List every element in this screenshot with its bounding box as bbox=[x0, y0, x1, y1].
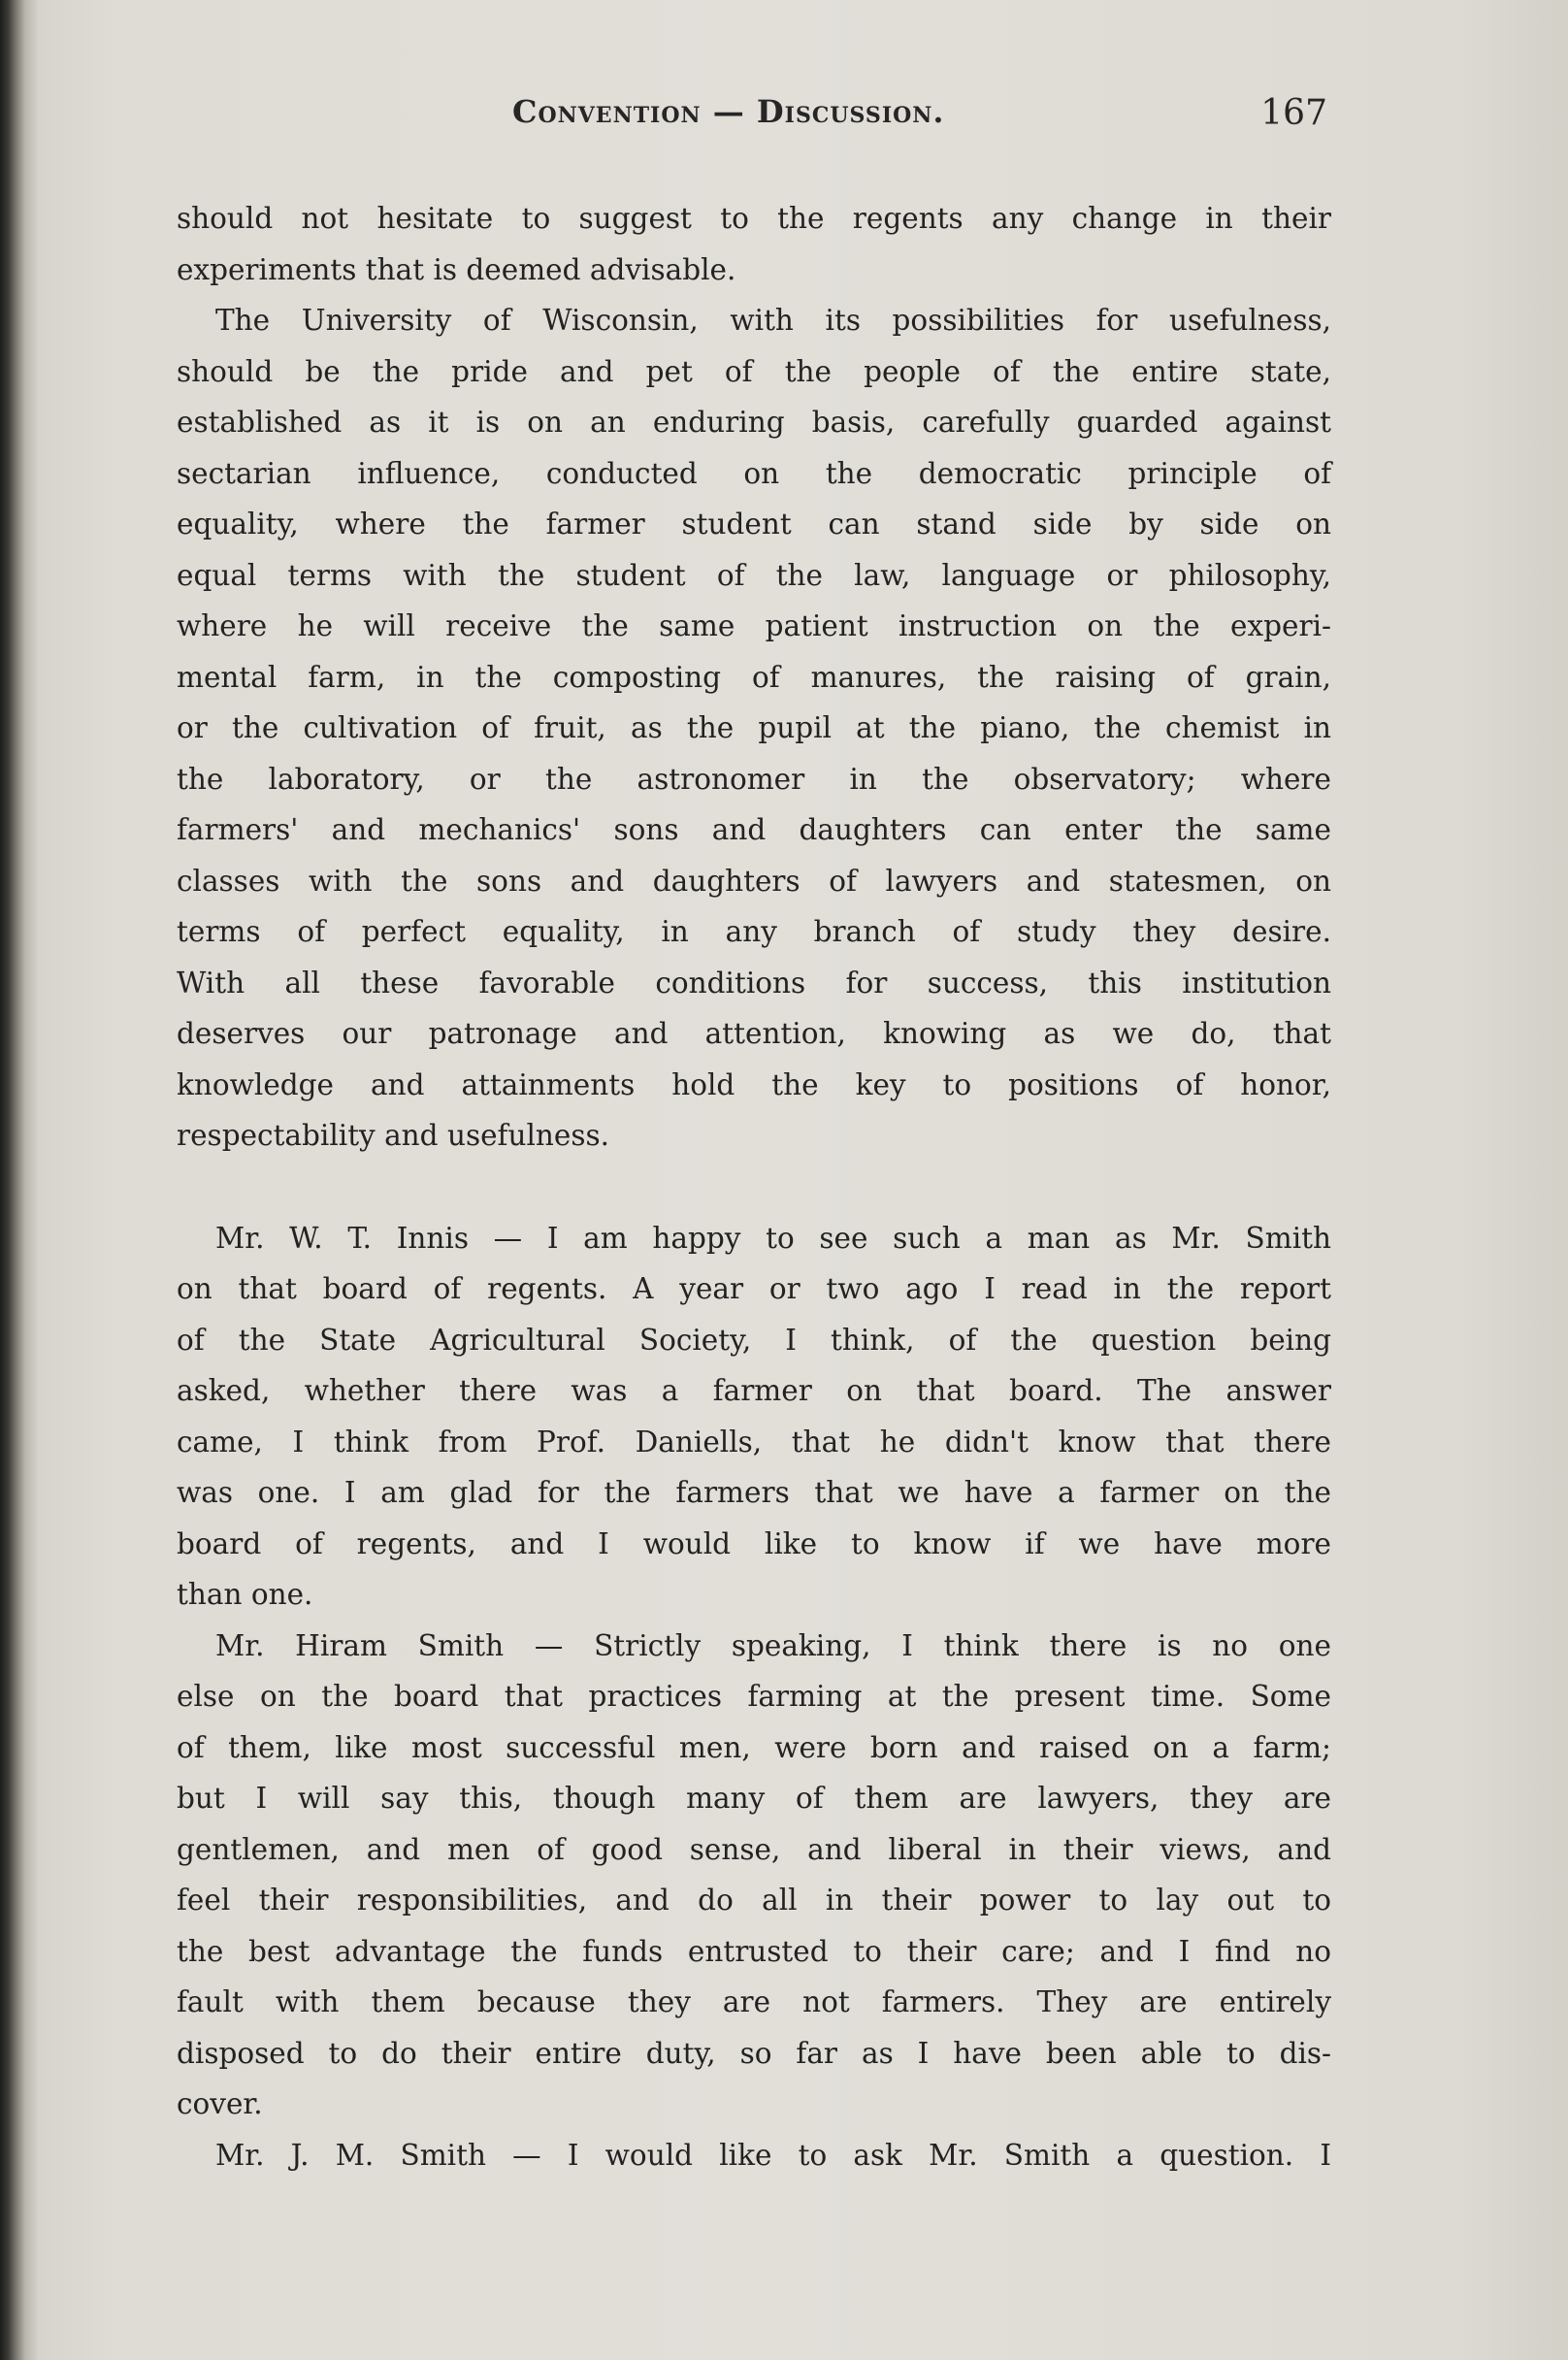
text-line: was one. I am glad for the farmers that we have a farmer on the bbox=[177, 1476, 1331, 1509]
text-line: feel their responsibilities, and do all in their power to lay out to bbox=[177, 1884, 1331, 1917]
text-line: fault with them because they are not farmers. They are entirely bbox=[177, 1985, 1331, 2018]
paragraph-continuation bbox=[177, 193, 1331, 295]
text-line: experiments that is deemed advisable. bbox=[177, 252, 736, 286]
text-line: of them, like most successful men, were born and raised on a farm; bbox=[177, 1730, 1331, 1764]
running-head: Convention — Discussion. bbox=[512, 93, 945, 130]
text-line: respectability and usefulness. bbox=[177, 1119, 610, 1152]
text-line: the laboratory, or the astronomer in the observatory; where bbox=[177, 762, 1331, 796]
text-line: of the State Agricultural Society, I think, of the question being bbox=[177, 1323, 1331, 1357]
text-line: terms of perfect equality, in any branch of study they desire. bbox=[177, 915, 1331, 948]
text-line: sectarian influence, conducted on the democratic principle of bbox=[177, 456, 1331, 490]
text-line: Mr. J. M. Smith — I would like to ask Mr. Smith a question. I bbox=[215, 2138, 1331, 2172]
text-line: gentlemen, and men of good sense, and liberal in their views, and bbox=[177, 1832, 1331, 1866]
text-line: or the cultivation of fruit, as the pupil at the piano, the chemist in bbox=[177, 711, 1331, 744]
text-line: the best advantage the funds entrusted to their care; and I find no bbox=[177, 1934, 1331, 1968]
page-header bbox=[175, 89, 1327, 144]
text-line: should not hesitate to suggest to the regents any change in their bbox=[177, 202, 1331, 235]
text-line: on that board of regents. A year or two ago I read in the report bbox=[177, 1272, 1331, 1305]
text-line: asked, whether there was a farmer on that board. The answer bbox=[177, 1374, 1331, 1407]
text-line: Mr. W. T. Innis — I am happy to see such a man as Mr. Smith bbox=[215, 1221, 1331, 1255]
body-text bbox=[177, 193, 1331, 2180]
paragraph-innis bbox=[177, 1213, 1331, 1621]
text-line: cover. bbox=[177, 2087, 263, 2120]
text-line: equal terms with the student of the law, language or philosophy, bbox=[177, 558, 1331, 592]
text-line: equality, where the farmer student can stand side by side on bbox=[177, 508, 1331, 541]
text-line: farmers' and mechanics' sons and daughters can enter the same bbox=[177, 813, 1331, 846]
paragraph-jm-smith bbox=[177, 2130, 1331, 2181]
text-line: The University of Wisconsin, with its possibilities for usefulness, bbox=[215, 304, 1331, 337]
text-line: mental farm, in the composting of manures, the raising of grain, bbox=[177, 660, 1331, 694]
text-line: should be the pride and pet of the people of the entire state, bbox=[177, 354, 1331, 388]
paragraph-hiram-smith bbox=[177, 1621, 1331, 2130]
text-line: else on the board that practices farming at the present time. Some bbox=[177, 1680, 1331, 1713]
text-line: classes with the sons and daughters of lawyers and statesmen, on bbox=[177, 864, 1331, 898]
text-line: board of regents, and I would like to know if we have more bbox=[177, 1526, 1331, 1560]
text-line: With all these favorable conditions for success, this institution bbox=[177, 966, 1331, 1000]
text-line: deserves our patronage and attention, knowing as we do, that bbox=[177, 1017, 1331, 1050]
text-line: knowledge and attainments hold the key to positions of honor, bbox=[177, 1067, 1331, 1101]
paragraph-university bbox=[177, 295, 1331, 1162]
text-line: established as it is on an enduring basis, carefully guarded against bbox=[177, 406, 1331, 439]
text-line: where he will receive the same patient instruction on the experi- bbox=[177, 609, 1331, 642]
text-line: came, I think from Prof. Daniells, that he didn't know that there bbox=[177, 1425, 1331, 1459]
text-line: disposed to do their entire duty, so far as I have been able to dis- bbox=[177, 2036, 1331, 2070]
section-gap bbox=[177, 1162, 1331, 1213]
page-number: 167 bbox=[1260, 93, 1327, 133]
text-line: Mr. Hiram Smith — Strictly speaking, I think there is no one bbox=[215, 1628, 1331, 1662]
text-line: but I will say this, though many of them are lawyers, they are bbox=[177, 1782, 1331, 1815]
text-line: than one. bbox=[177, 1578, 313, 1611]
